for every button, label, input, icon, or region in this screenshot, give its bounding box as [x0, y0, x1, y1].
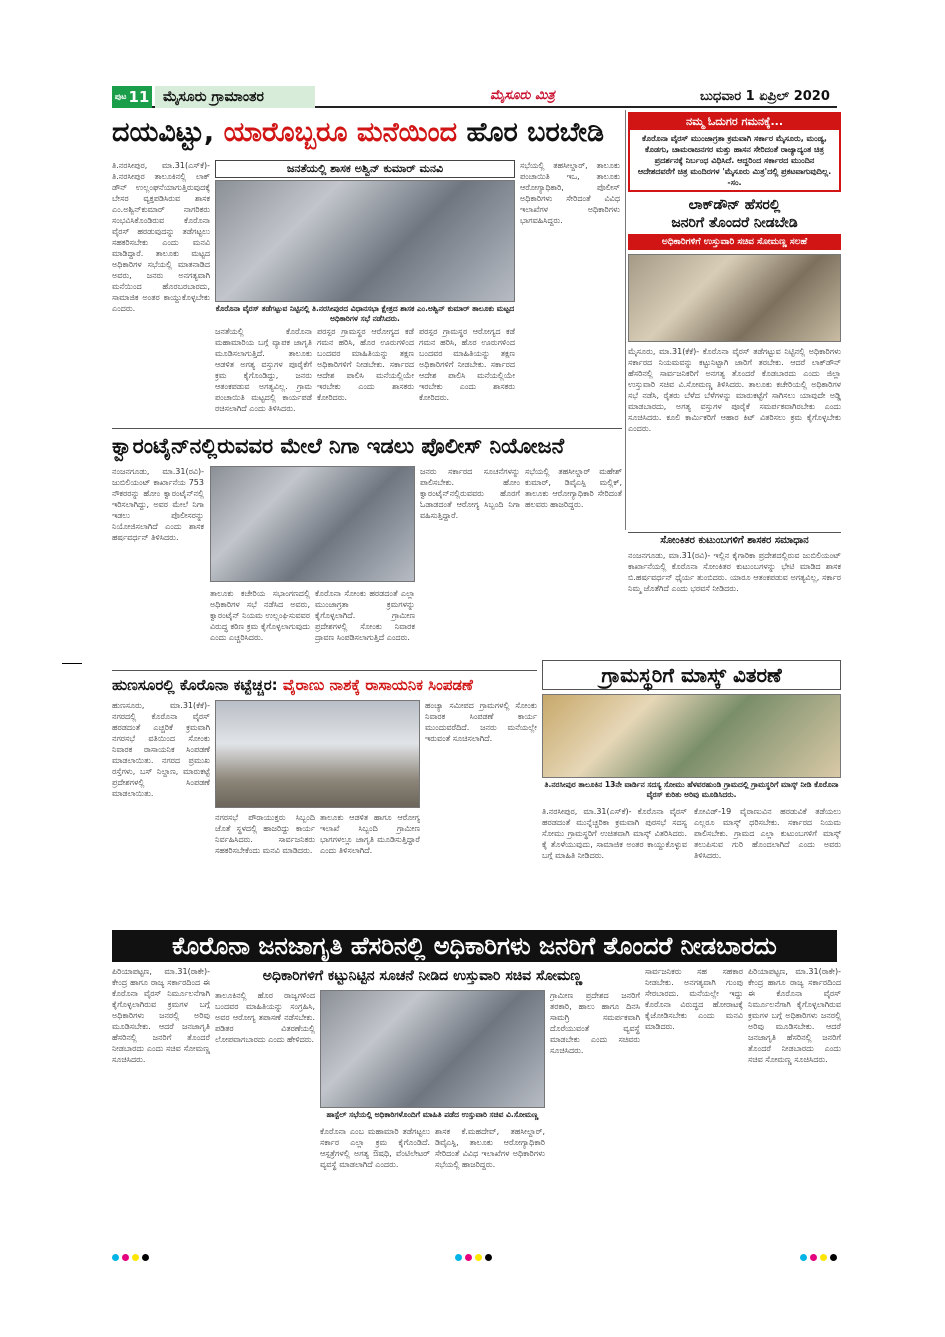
story2-subhead: ಅಧಿಕಾರಿಗಳಿಗೆ ಉಸ್ತುವಾರಿ ಸಚಿವ ಸೋಮಣ್ಣ ಸಲಹೆ — [628, 234, 841, 250]
story2-headline-line1: ಲಾಕ್‌ಡೌನ್ ಹೆಸರಲ್ಲಿ — [688, 197, 781, 213]
yellow-dot — [132, 1254, 139, 1261]
divider — [112, 428, 622, 429]
story5-col3: ತಾಲೂಕು ಆಡಳಿತ ಹಾಗೂ ಆರೋಗ್ಯ ಇಲಾಖೆ ಸಿಬ್ಬಂದಿ ಗ್ರಾಮೀಣ ಭಾಗಗಳಲ್ಲೂ ಜಾಗೃತಿ ಮೂಡಿಸುತ್ತಿದ್ದಾರೆ ಎಂದು ತಿಳಿಸಲಾಗಿದೆ. — [320, 813, 420, 855]
magenta-dot — [465, 1254, 472, 1261]
story7-photo-meeting — [320, 990, 545, 1108]
story6-col2: ಕೋವಿಡ್-19 ವೈರಾಣುವಿನ ಹರಡುವಿಕೆ ತಡೆಯಲು ಎಲ್ಲರೂ ಮಾಸ್ಕ್ ಧರಿಸಬೇಕು. ಸರ್ಕಾರದ ನಿಯಮ ಪಾಲಿಸಬೇಕು. ಗ್ರಾಮದ ಎಲ್ಲಾ ಕುಟುಂಬಗಳಿಗೆ ಮಾಸ್ಕ್ ತಲುಪಿಸುವ ಗುರಿ ಹೊಂದಲಾಗಿದೆ ಎಂದು ಅವರು ತಿಳಿಸಿದರು. — [694, 807, 841, 860]
crop-mark — [62, 663, 82, 664]
black-dot — [485, 1254, 492, 1261]
story3-col3: ಕೊರೊನಾ ಸೋಂಕು ಹರಡದಂತೆ ಎಲ್ಲಾ ಮುಂಜಾಗ್ರತಾ ಕ್ರಮಗಳನ್ನು ಕೈಗೊಳ್ಳಲಾಗಿದೆ. ಗ್ರಾಮೀಣ ಪ್ರದೇಶಗಳಲ್ಲಿ ಸೋಂಕು ನಿವಾರಕ ದ್ರಾವಣ ಸಿಂಪಡಿಸಲಾಗುತ್ತಿದೆ ಎಂದರು. — [315, 589, 415, 642]
story7-col6b: ಪಿರಿಯಾಪಟ್ಟಣ, ಮಾ.31(ರಾಕೇ)- ಕೇಂದ್ರ ಹಾಗೂ ರಾಜ್ಯ ಸರ್ಕಾರದಿಂದ ಈ ಕೊರೊನಾ ವೈರಸ್ ನಿರ್ಮೂಲನೆಗಾಗಿ ಕೈಗೊಳ್ಳಲಾಗಿರುವ ಕ್ರಮಗಳ ಬಗ್ಗೆ ಅಧಿಕಾರಿಗಳು ಜನರಲ್ಲಿ ಅರಿವು ಮೂಡಿಸಬೇಕು. ಆದರೆ ಜನಜಾಗೃತಿ ಹೆಸರಿನಲ್ಲಿ ಜನರಿಗೆ ತೊಂದರೆ ನೀಡಬಾರದು ಎಂದು ಸಚಿವ ಸೋಮಣ್ಣ ಸೂಚಿಸಿದರು. — [748, 967, 841, 1064]
yellow-dot — [475, 1254, 482, 1261]
story1-photo-meeting — [215, 180, 515, 302]
story7-col1: ಪಿರಿಯಾಪಟ್ಟಣ, ಮಾ.31(ರಾಕೇ)- ಕೇಂದ್ರ ಹಾಗೂ ರಾಜ್ಯ ಸರ್ಕಾರದಿಂದ ಈ ಕೊರೊನಾ ವೈರಸ್ ನಿರ್ಮೂಲನೆಗಾಗಿ ಕೈಗೊಳ್ಳಲಾಗಿರುವ ಕ್ರಮಗಳ ಬಗ್ಗೆ ಅಧಿಕಾರಿಗಳು ಜನರಲ್ಲಿ ಅರಿವು ಮೂಡಿಸಬೇಕು. ಆದರೆ ಜನಜಾಗೃತಿ ಹೆಸರಿನಲ್ಲಿ ಜನರಿಗೆ ತೊಂದರೆ ನೀಡಬಾರದು ಎಂದು ಸಚಿವ ಸೋಮಣ್ಣ ಸೂಚಿಸಿದರು. — [112, 967, 210, 1064]
story5-col4: ಹಂಚ್ಯಾ ಸಮೀಪದ ಗ್ರಾಮಗಳಲ್ಲಿ ಸೋಂಕು ನಿವಾರಕ ಸಿಂಪಡಣೆ ಕಾರ್ಯ ಮುಂದುವರೆದಿದೆ. ಜನರು ಮನೆಯಲ್ಲೇ ಇರುವಂತೆ ಸೂಚಿಸಲಾಗಿದೆ. — [425, 701, 537, 743]
story5-col1: ಹುಣಸೂರು, ಮಾ.31(ಕೆಕೆ)- ನಗರದಲ್ಲಿ ಕೊರೊನಾ ವೈರಸ್ ಹರಡದಂತೆ ಎಚ್ಚರಿಕೆ ಕ್ರಮವಾಗಿ ನಗರಸಭೆ ವತಿಯಿಂದ ಸೋಂಕು ನಿವಾರಕ ರಾಸಾಯನಿಕ ಸಿಂಪಡಣೆ ಮಾಡಲಾಯಿತು. ನಗರದ ಪ್ರಮುಖ ರಸ್ತೆಗಳು, ಬಸ್ ನಿಲ್ದಾಣ, ಮಾರುಕಟ್ಟೆ ಪ್ರದೇಶಗಳಲ್ಲಿ ಸಿಂಪಡಣೆ ಮಾಡಲಾಯಿತು. — [112, 701, 210, 798]
notice-title: ನಮ್ಮ ಓದುಗರ ಗಮನಕ್ಕೆ... — [630, 114, 839, 130]
story1-subhead: ಜನತೆಯಲ್ಲಿ ಶಾಸಕ ಅಶ್ವಿನ್ ಕುಮಾರ್ ಮನವಿ — [215, 160, 515, 178]
story1-col3: ಪರಸ್ಪರ ಗ್ರಾಮಸ್ಥರ ಆರೋಗ್ಯದ ಕಡೆ ಗಮನ ಹರಿಸಿ, ಹೊರ ಊರುಗಳಿಂದ ಬಂದವರ ಮಾಹಿತಿಯನ್ನು ತಕ್ಷಣ ಅಧಿಕಾರಿಗಳಿಗೆ ನೀಡಬೇಕು. ಸರ್ಕಾರದ ಆದೇಶ ಪಾಲಿಸಿ ಮನೆಯಲ್ಲಿಯೇ ಇರಬೇಕು ಎಂದು ಶಾಸಕರು ಕೋರಿದರು. — [317, 327, 414, 402]
masthead-logo: ಮೈಸೂರು ಮಿತ್ರ — [490, 88, 555, 103]
story2-headline — [628, 196, 841, 232]
divider — [112, 670, 537, 671]
story3-col4: ಜನರು ಸರ್ಕಾರದ ಸೂಚನೆಗಳನ್ನು ಪಾಲಿಸಬೇಕು. ಹೋಂ ಕ್ವಾರಂಟೈನ್‌ನಲ್ಲಿರುವವರು ಹೊರಗೆ ಓಡಾಡದಂತೆ ಆರೋಗ್ಯ ಸಿಬ್ಬಂದಿ ನಿಗಾ ವಹಿಸುತ್ತಿದ್ದಾರೆ. — [420, 467, 520, 520]
story6-photo-mask-distribution — [542, 694, 841, 778]
story1-headline — [112, 116, 604, 150]
magenta-dot — [810, 1254, 817, 1261]
story7-col6: ಸಾರ್ವಜನಿಕರು ಸಹ ಸಹಕಾರ ನೀಡಬೇಕು. ಅನಗತ್ಯವಾಗಿ ಗುಂಪು ಸೇರಬಾರದು. ಮನೆಯಲ್ಲೇ ಇದ್ದು ಕೊರೊನಾ ವಿರುದ್ಧದ ಹೋರಾಟಕ್ಕೆ ಕೈಜೋಡಿಸಬೇಕು ಎಂದು ಮನವಿ ಮಾಡಿದರು. — [645, 967, 743, 1031]
story5-headline-part2: ವೈರಾಣು ನಾಶಕ್ಕೆ ರಾಸಾಯನಿಕ ಸಿಂಪಡಣೆ — [282, 676, 473, 694]
story3-col1: ನಂಜನಗೂಡು, ಮಾ.31(ರವಿ)- ಜುಬಿಲಿಯಂಟ್ ಕಾರ್ಖಾನೆಯ 753 ನೌಕರರನ್ನು ಹೋಂ ಕ್ವಾರಂಟೈನ್‌ನಲ್ಲಿ ಇರಿಸಲಾಗಿದ್ದು, ಅವರ ಮೇಲೆ ನಿಗಾ ಇಡಲು ಪೊಲೀಸರನ್ನು ನಿಯೋಜಿಸಲಾಗಿದೆ ಎಂದು ಶಾಸಕ ಹರ್ಷವರ್ಧನ್ ತಿಳಿಸಿದರು. — [112, 467, 204, 542]
story6-caption: ತಿ.ನರಸೀಪುರ ತಾಲೂಕಿನ 13ನೇ ವಾರ್ಡಿನ ಸದಸ್ಯ ಸೋಮು ಹೆಳವರಹುಂಡಿ ಗ್ರಾಮದಲ್ಲಿ ಗ್ರಾಮಸ್ಥರಿಗೆ ಮಾಸ್ಕ್ ನೀಡಿ ಕೊರೊನಾ ವೈರಸ್ ಕುರಿತು ಅರಿವು ಮೂಡಿಸಿದರು. — [544, 780, 839, 799]
cyan-dot — [455, 1254, 462, 1261]
story3-col2: ತಾಲೂಕು ಕಚೇರಿಯ ಸಭಾಂಗಣದಲ್ಲಿ ಅಧಿಕಾರಿಗಳ ಸಭೆ ನಡೆಸಿದ ಅವರು, ಕ್ವಾರಂಟೈನ್ ನಿಯಮ ಉಲ್ಲಂಘಿಸುವವರ ವಿರುದ್ಧ ಕಠಿಣ ಕ್ರಮ ಕೈಗೊಳ್ಳಲಾಗುವುದು ಎಂದು ಎಚ್ಚರಿಸಿದರು. — [210, 589, 310, 642]
story7-col5: ಗ್ರಾಮೀಣ ಪ್ರದೇಶದ ಜನರಿಗೆ ತರಕಾರಿ, ಹಾಲು ಹಾಗೂ ದಿನಸಿ ಸಾಮಗ್ರಿ ಸಮರ್ಪಕವಾಗಿ ದೊರೆಯುವಂತೆ ವ್ಯವಸ್ಥೆ ಮಾಡಬೇಕು ಎಂದು ಸಚಿವರು ಸೂಚಿಸಿದರು. — [550, 991, 640, 1055]
registration-dots-left — [112, 1254, 149, 1261]
yellow-dot — [820, 1254, 827, 1261]
section-name: ಮೈಸೂರು ಗ್ರಾಮಾಂತರ — [155, 86, 315, 108]
story1-headline-part1: ದಯವಿಟ್ಟು, — [112, 117, 224, 148]
story7-subhead: ಅಧಿಕಾರಿಗಳಿಗೆ ಕಟ್ಟುನಿಟ್ಟಿನ ಸೂಚನೆ ನೀಡಿದ ಉಸ್ತುವಾರಿ ಸಚಿವ ಸೋಮಣ್ಣ — [262, 968, 583, 984]
story1-col4: ಸಭೆಯಲ್ಲಿ ತಹಸೀಲ್ದಾರ್, ತಾಲೂಕು ಪಂಚಾಯಿತಿ ಇಒ, ತಾಲೂಕು ಆರೋಗ್ಯಾಧಿಕಾರಿ, ಪೊಲೀಸ್ ಅಧಿಕಾರಿಗಳು ಸೇರಿದಂತೆ ವಿವಿಧ ಇಲಾಖೆಗಳ ಅಧಿಕಾರಿಗಳು ಭಾಗವಹಿಸಿದ್ದರು. — [520, 161, 620, 225]
story2-headline-line2: ಜನರಿಗೆ ತೊಂದರೆ ನೀಡಬೇಡಿ — [671, 215, 798, 231]
page-number: 11 — [128, 88, 150, 106]
story7-banner-headline: ಕೊರೊನಾ ಜನಜಾಗೃತಿ ಹೆಸರಿನಲ್ಲಿ ಅಧಿಕಾರಿಗಳು ಜನರಿಗೆ ತೊಂದರೆ ನೀಡಬಾರದು — [112, 930, 837, 962]
cyan-dot — [112, 1254, 119, 1261]
page-number-badge — [112, 86, 152, 108]
story6-col1: ತಿ.ನರಸೀಪುರ, ಮಾ.31(ಎಸ್‌ಕೆ)- ಕೊರೊನಾ ವೈರಸ್ ಹರಡದಂತೆ ಮುನ್ನೆಚ್ಚರಿಕಾ ಕ್ರಮವಾಗಿ ಪುರಸಭೆ ಸದಸ್ಯ ಸೋಮು ಗ್ರಾಮಸ್ಥರಿಗೆ ಉಚಿತವಾಗಿ ಮಾಸ್ಕ್ ವಿತರಿಸಿದರು. ಕೈ ತೊಳೆಯುವುದು, ಸಾಮಾಜಿಕ ಅಂತರ ಕಾಯ್ದುಕೊಳ್ಳುವ ಬಗ್ಗೆ ಮಾಹಿತಿ ನೀಡಿದರು. — [542, 807, 687, 860]
story4-headline: ಸೋಂಕಿತರ ಕುಟುಂಬಗಳಿಗೆ ಶಾಸಕರ ಸಮಾಧಾನ — [628, 532, 841, 548]
story1-col2: ಜನತೆಯಲ್ಲಿ ಕೊರೊನಾ ಮಹಾಮಾರಿಯ ಬಗ್ಗೆ ವ್ಯಾಪಕ ಜಾಗೃತಿ ಮೂಡಿಸಲಾಗುತ್ತಿದೆ. ತಾಲೂಕು ಆಡಳಿತ ಅಗತ್ಯ ವಸ್ತುಗಳ ಪೂರೈಕೆಗೆ ಕ್ರಮ ಕೈಗೊಂಡಿದ್ದು, ಜನರು ಆತಂಕಪಡುವ ಅಗತ್ಯವಿಲ್ಲ. ಗ್ರಾಮ ಪಂಚಾಯಿತಿ ಮಟ್ಟದಲ್ಲಿ ಕಾರ್ಯಪಡೆ ರಚಿಸಲಾಗಿದೆ ಎಂದು ತಿಳಿಸಿದರು. — [215, 327, 312, 413]
story7-col4: ಶಾಸಕ ಕೆ.ಮಹದೇವ್, ತಹಸೀಲ್ದಾರ್, ಡಿವೈಎಸ್ಪಿ, ತಾಲೂಕು ಆರೋಗ್ಯಾಧಿಕಾರಿ ಸೇರಿದಂತೆ ವಿವಿಧ ಇಲಾಖೆಗಳ ಅಧಿಕಾರಿಗಳು ಸಭೆಯಲ್ಲಿ ಹಾಜರಿದ್ದರು. — [435, 1127, 545, 1169]
magenta-dot — [122, 1254, 129, 1261]
story3-headline: ಕ್ವಾರಂಟೈನ್‌ನಲ್ಲಿರುವವರ ಮೇಲೆ ನಿಗಾ ಇಡಲು ಪೊಲೀಸ್ ನಿಯೋಜನೆ — [112, 434, 565, 458]
story5-headline — [112, 674, 537, 696]
story1-caption: ಕೊರೊನಾ ವೈರಸ್ ತಡೆಗಟ್ಟುವ ನಿಟ್ಟಿನಲ್ಲಿ ತಿ.ನರಸೀಪುರದ ವಿಧಾನಸಭಾ ಕ್ಷೇತ್ರದ ಶಾಸಕ ಎಂ.ಅಶ್ವಿನ್ ಕುಮಾರ್ ತಾಲೂಕು ಮಟ್ಟದ ಅಧಿಕಾರಿಗಳ ಸಭೆ ನಡೆಸಿದರು. — [215, 304, 515, 323]
story3-photo-meeting — [210, 466, 415, 582]
story1-headline-part3: ಹೊರ ಬರಬೇಡಿ — [457, 117, 605, 148]
story5-photo-spraying — [215, 700, 420, 808]
story1-headline-part2: ಯಾರೊಬ್ಬರೂ ಮನೆಯಿಂದ — [223, 117, 458, 148]
black-dot — [142, 1254, 149, 1261]
story4-body: ನಂಜನಗೂಡು, ಮಾ.31(ರವಿ)- ಇಲ್ಲಿನ ಕೈಗಾರಿಕಾ ಪ್ರದೇಶದಲ್ಲಿರುವ ಜುಬಿಲಿಯಂಟ್ ಕಾರ್ಖಾನೆಯಲ್ಲಿ ಕೊರೊನಾ ಸೋಂಕಿತರ ಕುಟುಂಬಗಳನ್ನು ಭೇಟಿ ಮಾಡಿದ ಶಾಸಕ ಬಿ.ಹರ್ಷವರ್ಧನ್ ಧೈರ್ಯ ತುಂಬಿದರು. ಯಾರೂ ಆತಂಕಪಡುವ ಅಗತ್ಯವಿಲ್ಲ, ಸರ್ಕಾರ ನಿಮ್ಮ ಜೊತೆಗಿದೆ ಎಂದು ಭರವಸೆ ನೀಡಿದರು. — [628, 551, 841, 593]
black-dot — [830, 1254, 837, 1261]
cyan-dot — [800, 1254, 807, 1261]
story7-col3: ಕೊರೊನಾ ಎಂಬ ಮಹಾಮಾರಿ ತಡೆಗಟ್ಟಲು ಸರ್ಕಾರ ಎಲ್ಲಾ ಕ್ರಮ ಕೈಗೊಂಡಿದೆ. ಆಸ್ಪತ್ರೆಗಳಲ್ಲಿ ಅಗತ್ಯ ಔಷಧಿ, ವೆಂಟಿಲೇಟರ್ ವ್ಯವಸ್ಥೆ ಮಾಡಲಾಗಿದೆ ಎಂದರು. — [320, 1127, 430, 1169]
page-prefix: ಪುಟ — [114, 92, 127, 101]
story5-col2: ನಗರಸಭೆ ಪೌರಾಯುಕ್ತರು ಸಿಬ್ಬಂದಿ ಜೊತೆ ಸ್ಥಳದಲ್ಲಿ ಹಾಜರಿದ್ದು ಕಾರ್ಯ ನಿರ್ವಹಿಸಿದರು. ಸಾರ್ವಜನಿಕರು ಸಹಕರಿಸಬೇಕೆಂದು ಮನವಿ ಮಾಡಿದರು. — [215, 813, 315, 855]
story1-col3b: ಪರಸ್ಪರ ಗ್ರಾಮಸ್ಥರ ಆರೋಗ್ಯದ ಕಡೆ ಗಮನ ಹರಿಸಿ, ಹೊರ ಊರುಗಳಿಂದ ಬಂದವರ ಮಾಹಿತಿಯನ್ನು ತಕ್ಷಣ ಅಧಿಕಾರಿಗಳಿಗೆ ನೀಡಬೇಕು. ಸರ್ಕಾರದ ಆದೇಶ ಪಾಲಿಸಿ ಮನೆಯಲ್ಲಿಯೇ ಇರಬೇಕು ಎಂದು ಶಾಸಕರು ಕೋರಿದರು. — [419, 327, 515, 402]
story3-col5: ಸಭೆಯಲ್ಲಿ ತಹಸೀಲ್ದಾರ್ ಮಹೇಶ್ ಕುಮಾರ್, ಡಿವೈಎಸ್ಪಿ ಮಲ್ಲಿಕ್, ತಾಲೂಕು ಆರೋಗ್ಯಾಧಿಕಾರಿ ಸೇರಿದಂತೆ ಹಲವರು ಹಾಜರಿದ್ದರು. — [525, 467, 622, 509]
notice-body: ಕೊರೊನಾ ವೈರಸ್ ಮುಂಜಾಗ್ರತಾ ಕ್ರಮವಾಗಿ ಸರ್ಕಾರ ಮೈಸೂರು, ಮಂಡ್ಯ, ಕೊಡಗು, ಚಾಮರಾಜನಗರ ಮತ್ತು ಹಾಸನ ಸೇರಿದಂತೆ ರಾಜ್ಯಾದ್ಯಂತ ಚಿತ್ರ ಪ್ರದರ್ಶನಕ್ಕೆ ನಿರ್ಬಂಧ ವಿಧಿಸಿದೆ. ಆದ್ದರಿಂದ ಸರ್ಕಾರದ ಮುಂದಿನ ಆದೇಶದವರೆಗೆ ಚಿತ್ರ ಮಂದಿರಗಳ 'ಮೈಸೂರು ಮಿತ್ರ'ದಲ್ಲಿ ಪ್ರಕಟವಾಗುವುದಿಲ್ಲ. -ಸಂ. — [637, 134, 832, 187]
registration-dots-center — [455, 1254, 492, 1261]
column-divider — [625, 110, 626, 530]
story5-headline-part1: ಹುಣಸೂರಲ್ಲಿ ಕೊರೊನಾ ಕಟ್ಟೆಚ್ಚರ: — [112, 676, 283, 694]
story1-col1: ತಿ.ನರಸೀಪುರ, ಮಾ.31(ಎಸ್‌ಕೆ)- ತಿ.ನರಸೀಪುರ ತಾಲೂಕಿನಲ್ಲಿ ಲಾಕ್ ಡೌನ್ ಉಲ್ಲಂಘನೆಯಾಗುತ್ತಿರುವುದಕ್ಕೆ ಬೇಸರ ವ್ಯಕ್ತಪಡಿಸಿರುವ ಶಾಸಕ ಎಂ.ಅಶ್ವಿನ್‌ಕುಮಾರ್ ನಾಗರಿಕರು ಸಂಭವಿಸಿಕೊಂಡಿರುವ ಕೊರೊನಾ ವೈರಸ್ ಹರಡುವುದನ್ನು ತಡೆಗಟ್ಟಲು ಸಹಕರಿಸಬೇಕು ಎಂದು ಮನವಿ ಮಾಡಿದ್ದಾರೆ. ತಾಲೂಕು ಮಟ್ಟದ ಅಧಿಕಾರಿಗಳ ಸಭೆಯಲ್ಲಿ ಮಾತನಾಡಿದ ಅವರು, ಜನರು ಅನಗತ್ಯವಾಗಿ ಮನೆಯಿಂದ ಹೊರಬರಬಾರದು, ಸಾಮಾಜಿಕ ಅಂತರ ಕಾಯ್ದುಕೊಳ್ಳಬೇಕು ಎಂದರು. — [112, 161, 210, 313]
issue-date: ಬುಧವಾರ 1 ಏಪ್ರಿಲ್ 2020 — [700, 89, 830, 104]
readers-notice-box — [628, 112, 841, 192]
story7-col2: ತಾಲೂಕಿನಲ್ಲಿ ಹೊರ ರಾಜ್ಯಗಳಿಂದ ಬಂದವರ ಮಾಹಿತಿಯನ್ನು ಸಂಗ್ರಹಿಸಿ, ಅವರ ಆರೋಗ್ಯ ತಪಾಸಣೆ ನಡೆಸಬೇಕು. ಪಡಿತರ ವಿತರಣೆಯಲ್ಲಿ ಲೋಪವಾಗಬಾರದು ಎಂದು ಹೇಳಿದರು. — [215, 991, 315, 1044]
registration-dots-right — [800, 1254, 837, 1261]
story6-headline: ಗ್ರಾಮಸ್ಥರಿಗೆ ಮಾಸ್ಕ್ ವಿತರಣೆ — [542, 660, 841, 690]
story7-caption: ಹಾಸ್ಟೆಲ್ ಸಭೆಯಲ್ಲಿ ಅಧಿಕಾರಿಗಳೊಂದಿಗೆ ಮಾಹಿತಿ ಪಡೆದ ಉಸ್ತುವಾರಿ ಸಚಿವ ವಿ.ಸೋಮಣ್ಣ — [326, 1110, 539, 1119]
story2-body: ಮೈಸೂರು, ಮಾ.31(ಕೆಕೆ)- ಕೊರೊನಾ ವೈರಸ್ ತಡೆಗಟ್ಟುವ ನಿಟ್ಟಿನಲ್ಲಿ ಅಧಿಕಾರಿಗಳು ಸರ್ಕಾರದ ನಿಯಮವನ್ನು ಕಟ್ಟುನಿಟ್ಟಾಗಿ ಜಾರಿಗೆ ತರಬೇಕು. ಆದರೆ ಲಾಕ್‌ಡೌನ್ ಹೆಸರಿನಲ್ಲಿ ಸಾರ್ವಜನಿಕರಿಗೆ ಅನಗತ್ಯ ತೊಂದರೆ ಕೊಡಬಾರದು ಎಂದು ಜಿಲ್ಲಾ ಉಸ್ತುವಾರಿ ಸಚಿವ ವಿ.ಸೋಮಣ್ಣ ತಿಳಿಸಿದರು. ತಾಲೂಕು ಕಚೇರಿಯಲ್ಲಿ ಅಧಿಕಾರಿಗಳ ಸಭೆ ನಡೆಸಿ, ರೈತರು ಬೆಳೆದ ಬೆಳೆಗಳನ್ನು ಮಾರುಕಟ್ಟೆಗೆ ಸಾಗಿಸಲು ಯಾವುದೇ ಅಡ್ಡಿ ಮಾಡಬಾರದು, ಅಗತ್ಯ ವಸ್ತುಗಳ ಪೂರೈಕೆ ಸಮರ್ಪಕವಾಗಿರಬೇಕು ಎಂದು ಸೂಚಿಸಿದರು. ಕೂಲಿ ಕಾರ್ಮಿಕರಿಗೆ ಆಹಾರ ಕಿಟ್ ವಿತರಿಸಲು ಕ್ರಮ ಕೈಗೊಳ್ಳಬೇಕು ಎಂದರು. — [628, 347, 841, 433]
story2-photo-meeting — [628, 254, 841, 342]
